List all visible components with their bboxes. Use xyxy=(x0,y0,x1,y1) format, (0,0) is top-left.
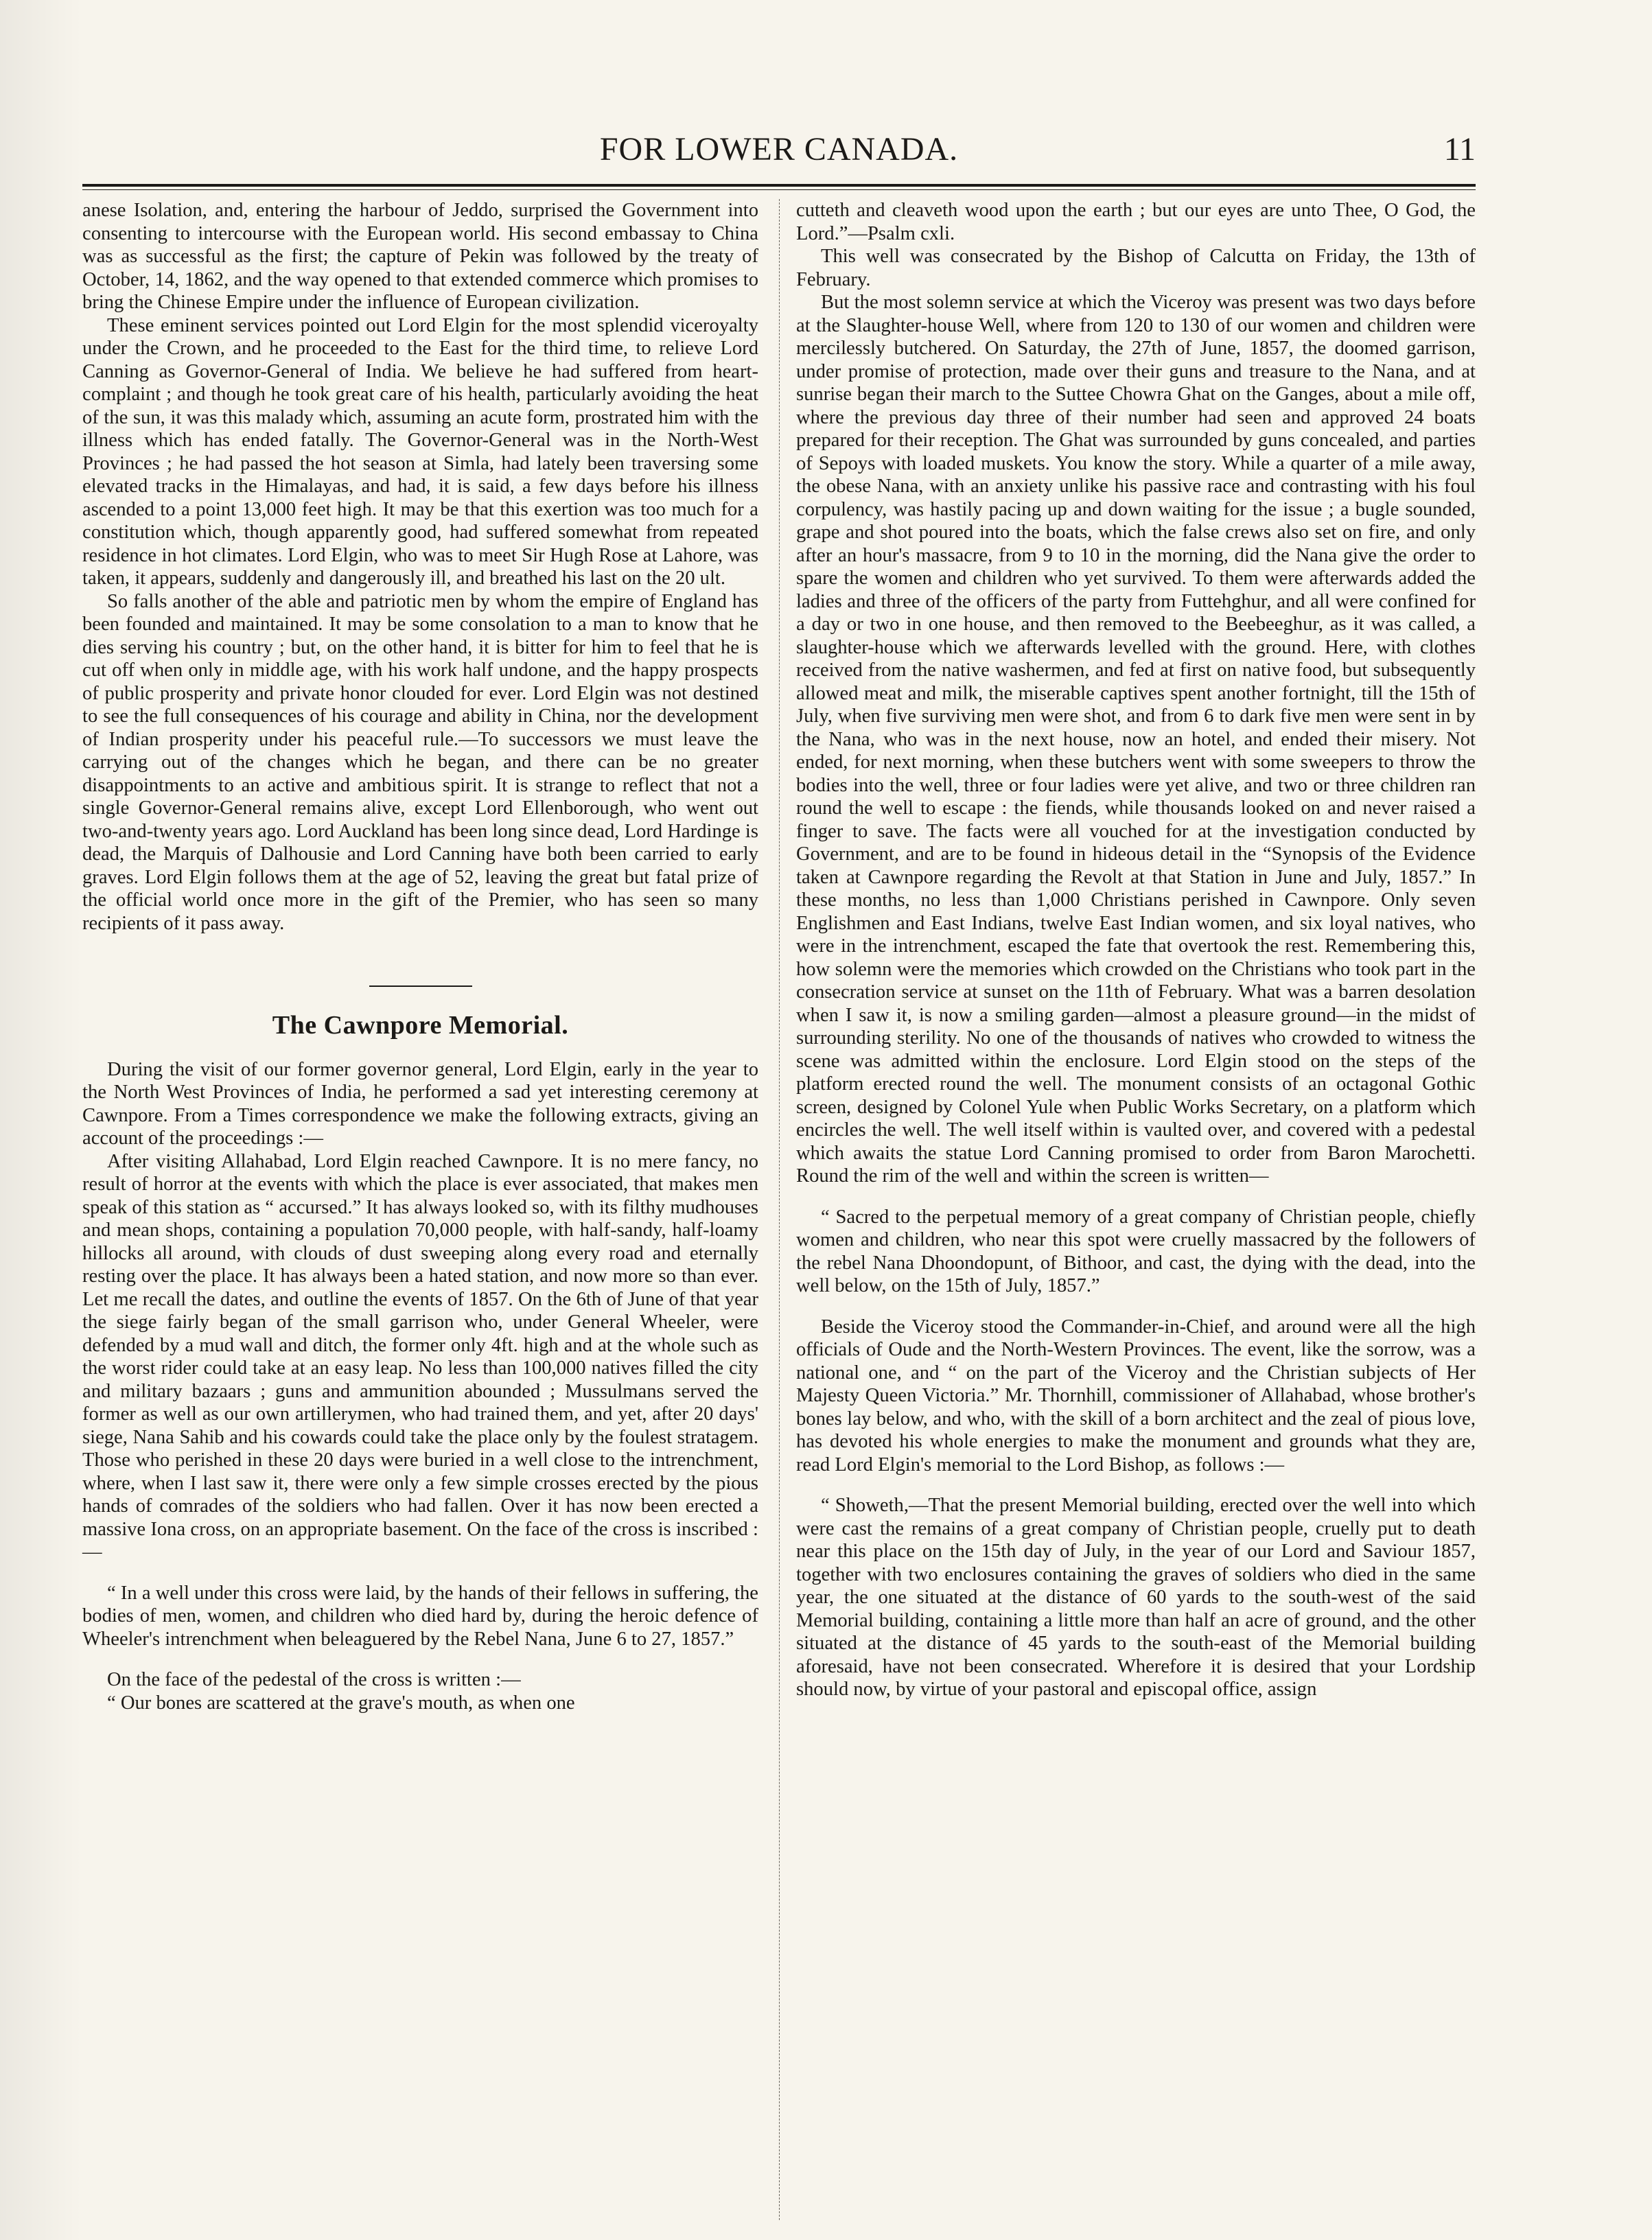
paragraph: On the face of the pedestal of the cross is written :— xyxy=(107,1669,521,1690)
paragraph: After visiting Allahabad, Lord Elgin reached Cawnpore. It is no mere fancy, no result of horror at the events with which the place is ever associated, that makes men speak of this station as “ accursed.” It has always looked so, with its filthy mudhouses and mean shops, containing a population 70,000 people, with half-sandy, half-loamy hillocks all around, with clouds of dust sweeping along every road and eternally resting over the place. It has always been a hated station, and now more so than ever. Let me recall the dates, and outline the events of 1857. On the 6th of June of that year the siege fairly began of the small garrison who, under General Wheeler, were defended by a mud wall and ditch, the former only 4ft. high and at the whole such as the worst rider could take at an easy leap. No less than 100,000 natives filled the city and military bazaars ; guns and ammunition abounded ; Mussulmans served the former as well as our own artillerymen, who had trained them, and yet, after 20 days' siege, Nana Sahib and his cowards could take the place only by the foulest stratagem. Those who perished in these 20 days were buried in a well close to the intrenchment, where, when I last saw it, there were only a few simple crosses erected by the pious hands of comrades of the soldiers who had fallen. Over it has now been erected a massive Iona cross, on an appropriate basement. On the face of the cross is inscribed :— xyxy=(82,1150,758,1563)
well-inscription xyxy=(796,1206,1476,1298)
paragraph: These eminent services pointed out Lord Elgin for the most splendid viceroyalty under the Crown, and he proceeded to the East for the third time, to relieve Lord Canning as Governor-General of India. We believe he had suffered from heart-complaint ; and though he took great care of his health, particularly avoiding the heat of the sun, it was this malady which, assuming an acute form, prostrated him with the illness which has ended fatally. The Governor-General was in the North-West Provinces ; he had passed the hot season at Simla, had lately been traversing some elevated tracks in the Himalayas, and had, it is said, a few days before his illness ascended to a point 13,000 feet high. It may be that this exertion was too much for a constitution which, though apparently good, had suffered somewhat from repeated residence in hot climates. Lord Elgin, who was to meet Sir Hugh Rose at Lahore, was taken, it appears, suddenly and dangerously ill, and breathed his last on the 20 ult. xyxy=(82,314,758,589)
paragraph: So falls another of the able and patriotic men by whom the empire of England has been founded and maintained. It may be some consolation to a man to know that he dies serving his country ; but, on the other hand, it is bitter for him to feel that he is cut off when only in middle age, with his work half undone, and the happy prospects of public prosperity and private honor clouded for ever. Lord Elgin was not destined to see the full consequences of his courage and ability in China, nor the development of Indian prosperity under his peaceful rule.—To successors we must leave the carrying out of the changes which he began, and there can be no greater disappointments to an active and ambitious spirit. It is strange to reflect that not a single Governor-General remains alive, except Lord Ellenborough, who went out two-and-twenty years ago. Lord Auckland has been long since dead, Lord Hardinge is dead, the Marquis of Dalhousie and Lord Canning have both been carried to early graves. Lord Elgin follows them at the age of 52, leaving the great but fatal prize of the official world once more in the gift of the Premier, who has seen so many recipients of it pass away. xyxy=(82,590,758,934)
quote-text: “ Sacred to the perpetual memory of a great company of Christian people, chiefly women and children, who near this spot were cruelly massacred by the followers of the rebel Nana Dhoondopunt, of Bithoor, and cast, the dying with the dead, into the well below, on the 15th of July, 1857.” xyxy=(796,1206,1476,1296)
section-rule xyxy=(369,985,472,987)
paragraph: Beside the Viceroy stood the Commander-in-Chief, and around were all the high officials of Oude and the North-Western Provinces. The event, like the sorrow, was a national one, and “ on the part of the Viceroy and the Christian subjects of Her Majesty Queen Victoria.” Mr. Thornhill, commissioner of Allahabad, whose brother's bones lay below, and who, with the skill of a born architect and the zeal of pious love, has devoted his whole energies to make the monument and grounds what they are, read Lord Elgin's memorial to the Lord Bishop, as follows :— xyxy=(796,1316,1476,1475)
paragraph: But the most solemn service at which the Viceroy was present was two days before at the Slaughter-house Well, where from 120 to 130 of our women and children were mercilessly butchered. On Saturday, the 27th of June, 1857, the doomed garrison, under promise of protection, made over their guns and treasure to the Nana, and at sunrise began their march to the Suttee Chowra Ghat on the Ganges, about a mile off, where the previous day three of their number had seen and approved 24 boats prepared for their reception. The Ghat was surrounded by guns concealed, and parties of Sepoys with loaded muskets. You know the story. While a quarter of a mile away, the obese Nana, with an anxiety unlike his passive race and contrasting with his foul corpulency, was hastily pacing up and down waiting for the issue ; a bugle sounded, grape and shot poured into the boats, which the false crews also set on fire, and only after an hour's massacre, from 9 to 10 in the morning, did the Nana give the order to spare the women and children who yet survived. To them were afterwards added the ladies and three of the officers of the party from Futtehghur, and all were confined for a day or two in one house, and then removed to the Beebeeghur, as it was called, a slaughter-house which we afterwards levelled with the ground. Here, with clothes received from the native washermen, and fed at first on native food, but subsequently allowed meat and milk, the miserable captives spent another fortnight, till the 15th of July, when five surviving men were shot, and from 6 to dark five men were sent in by the Nana, who was in the next house, now an hotel, and ended their misery. Not ended, for next morning, when these butchers went with some sweepers to throw the bodies into the well, three or four ladies were yet alive, and two or three children ran round the well to escape : the fiends, while thousands looked on and never raised a finger to save. The facts were all vouched for at the investigation conducted by Government, and are to be found in hideous detail in the “Synopsis of the Evidence taken at Cawnpore regarding the Revolt at that Station in June and July, 1857.” In these months, no less than 1,000 Christians perished in Cawnpore. Only seven Englishmen and East Indians, twelve East Indian women, and six loyal natives, who were in the intrenchment, escaped the fate that overtook the rest. Remembering this, how solemn were the memories which crowded on the Christians who took part in the consecration service at sunset on the 11th of February. What was a barren desolation when I saw it, is now a smiling garden—almost a pleasure ground—in the midst of surrounding sterility. No one of the thousands of natives who crowded to witness the scene was admitted within the enclosure. Lord Elgin stood on the steps of the platform erected round the well. The monument consists of an octagonal Gothic screen, designed by Colonel Yule when Public Works Secretary, on a platform which encircles the well. The well itself within is vaulted over, and covered with a pedestal which awaits the statue Lord Canning promised to order from Baron Marochetti. Round the rim of the well and within the screen is written— xyxy=(796,292,1476,1187)
paragraph: cutteth and cleaveth wood upon the earth ; but our eyes are unto Thee, O God, the Lord.”—Psalm cxli. xyxy=(796,200,1476,244)
binding-gutter xyxy=(0,0,82,2240)
header-rule xyxy=(82,184,1476,190)
page-number: 11 xyxy=(1443,131,1476,167)
column-divider xyxy=(779,199,780,2220)
right-column xyxy=(796,199,1476,1701)
page-header xyxy=(82,130,1476,180)
pedestal-quote: “ Our bones are scattered at the grave's mouth, as when one xyxy=(107,1692,575,1714)
memorial-petition xyxy=(796,1494,1476,1701)
left-column xyxy=(82,199,758,1714)
paragraph: anese Isolation, and, entering the harbour of Jeddo, surprised the Government into consenting to intercourse with the European world. His second embassay to China was as successful as the first; the capture of Pekin was followed by the treaty of October, 14, 1862, and the way opened to that extended commerce which promises to bring the Chinese Empire under the influence of European civilization. xyxy=(82,200,758,313)
quote-text: “ In a well under this cross were laid, by the hands of their fellows in suffering, the bodies of men, women, and children who died hard by, during the heroic defence of Wheeler's intrenchment when beleaguered by the Rebel Nana, June 6 to 27, 1857.” xyxy=(82,1582,758,1650)
section-title: The Cawnpore Memorial. xyxy=(272,1011,569,1040)
running-title: FOR LOWER CANADA. xyxy=(599,131,959,167)
paragraph: During the visit of our former governor general, Lord Elgin, early in the year to the North West Provinces of India, he performed a sad yet interesting ceremony at Cawnpore. From a Times correspondence we make the following extracts, giving an account of the proceedings :— xyxy=(82,1058,758,1149)
cross-inscription xyxy=(82,1582,758,1651)
quote-text: “ Showeth,—That the present Memorial building, erected over the well into which were cast the remains of a great company of Christian people, cruelly put to death near this place on the 15th day of July, in the year of our Lord and Saviour 1857, together with two enclosures containing the graves of soldiers who died in the same year, the one situated at the distance of 60 yards to the south-west of the said Memorial building, containing a little more than half an acre of ground, and the other situated at the distance of 45 yards to the south-east of the Memorial building aforesaid, have not been consecrated. Wherefore it is desired that your Lordship should now, by virtue of your pastoral and episcopal office, assign xyxy=(796,1495,1476,1700)
paragraph: This well was consecrated by the Bishop of Calcutta on Friday, the 13th of February. xyxy=(796,246,1476,290)
